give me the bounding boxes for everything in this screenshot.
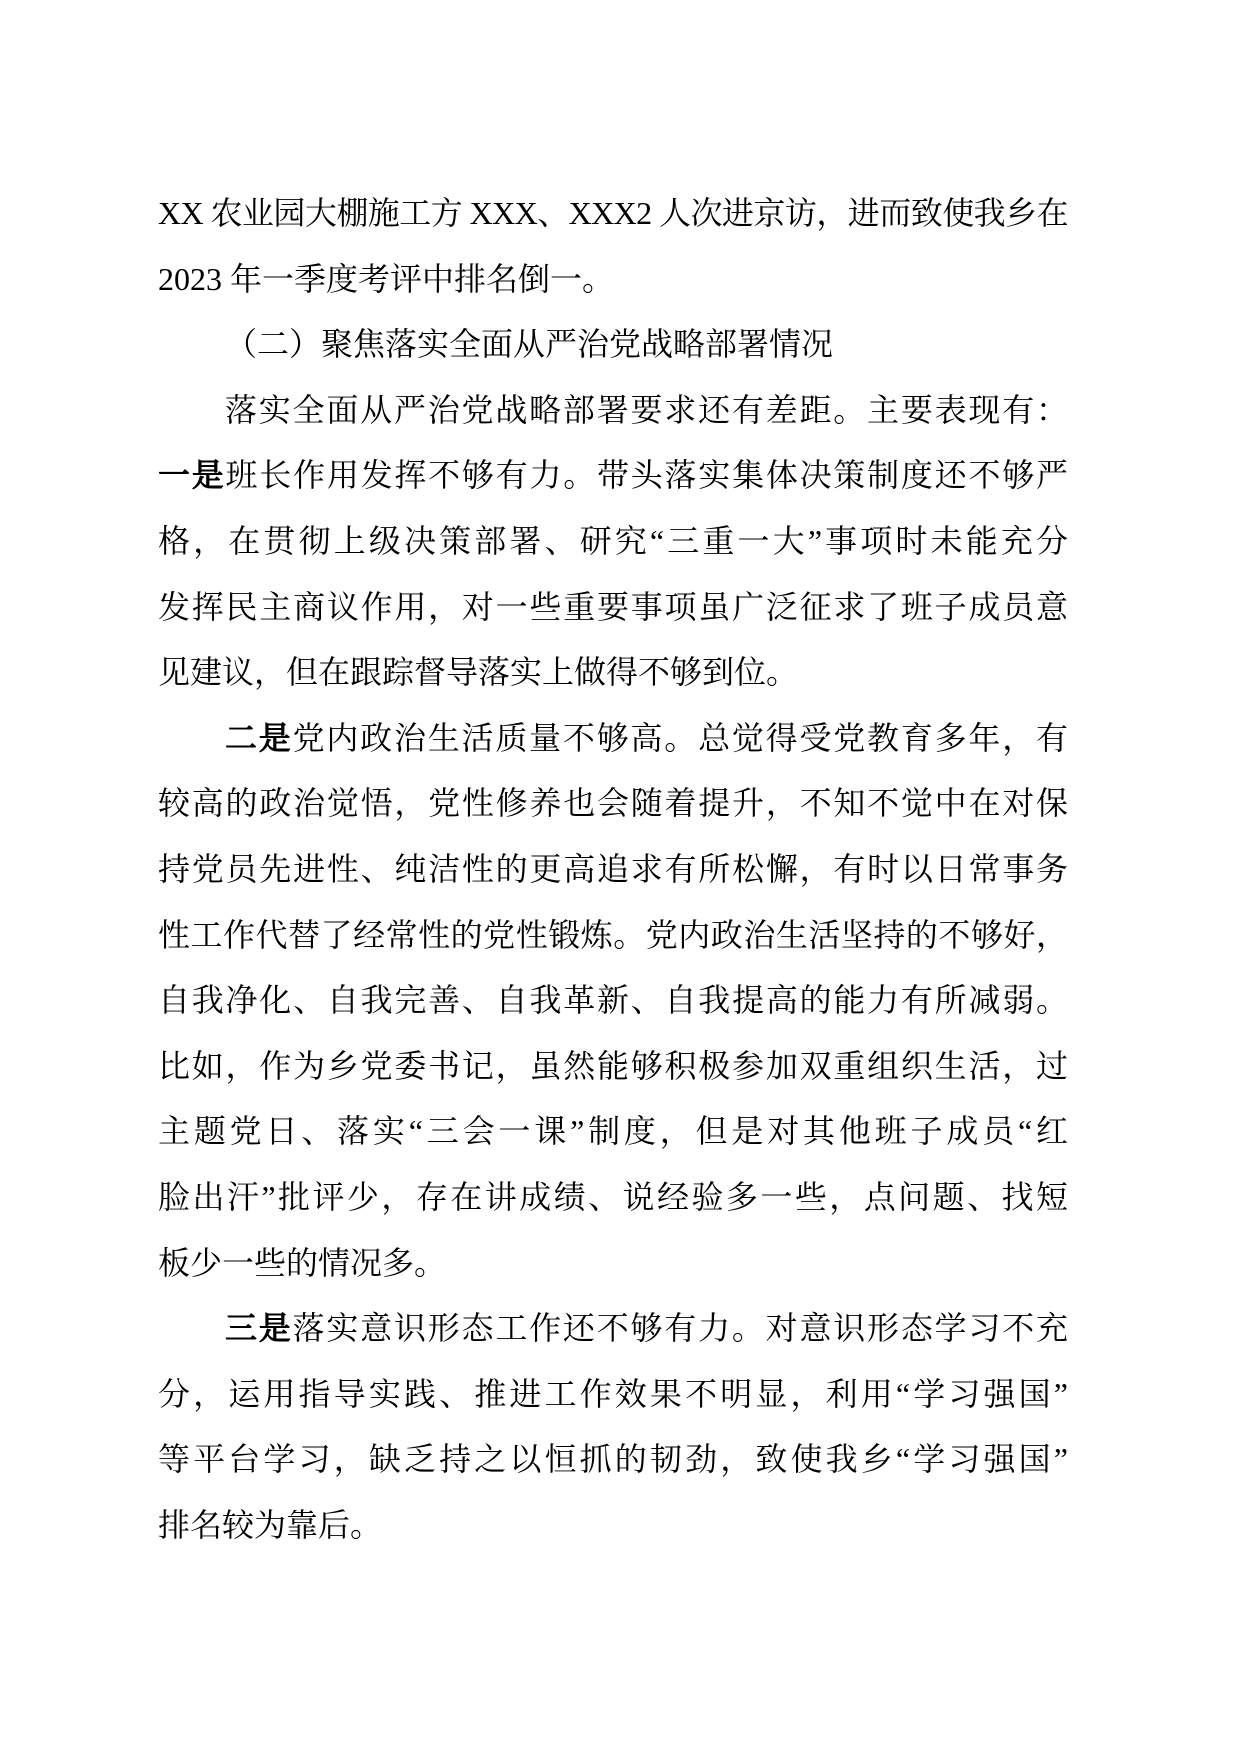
paragraph-line: 格，在贯彻上级决策部署、研究“三重一大”事项时未能充分 (158, 522, 1068, 559)
paragraph-line: 较高的政治觉悟，党性修养也会随着提升，不知不觉中在对保 (158, 785, 1068, 822)
intro-line: 落实全面从严治党战略部署要求还有差距。主要表现有： (225, 391, 1068, 428)
paragraph-line: 板少一些的情况多。 (158, 1244, 447, 1281)
paragraph-line: 脸出汗”批评少，存在讲成绩、说经验多一些，点问题、找短 (158, 1178, 1068, 1215)
point-lead-label: 三是 (225, 1310, 293, 1347)
paragraph-line: 2023 年一季度考评中排名倒一。 (158, 260, 615, 297)
paragraph-line: 等平台学习，缺乏持之以恒抓的韧劲，致使我乡“学习强国” (158, 1441, 1068, 1478)
point-lead-label: 二是 (225, 719, 293, 756)
paragraph-line: 发挥民主商议作用，对一些重要事项虽广泛征求了班子成员意 (158, 588, 1068, 625)
paragraph-line: 持党员先进性、纯洁性的更高追求有所松懈，有时以日常事务 (158, 850, 1068, 887)
paragraph-line: 分，运用指导实践、推进工作效果不明显，利用“学习强国” (158, 1375, 1068, 1412)
paragraph-line: 比如，作为乡党委书记，虽然能够积极参加双重组织生活，过 (158, 1047, 1068, 1084)
section-heading: （二）聚焦落实全面从严治党战略部署情况 (225, 326, 834, 363)
paragraph-line: 排名较为靠后。 (158, 1506, 383, 1543)
point-1-first-line (158, 443, 1068, 509)
paragraph-line: 主题党日、落实“三会一课”制度，但是对其他班子成员“红 (158, 1113, 1068, 1150)
document-body (158, 181, 1068, 1558)
continued-paragraph (158, 181, 1068, 312)
point-2-first-line (158, 706, 1068, 772)
point-lead-label: 一是 (158, 457, 226, 494)
point-3-first-line (158, 1296, 1068, 1362)
point-text: 落实意识形态工作还不够有力。对意识形态学习不充 (292, 1310, 1068, 1347)
point-text: 班长作用发挥不够有力。带头落实集体决策制度还不够严 (225, 457, 1068, 494)
paragraph-line: 性工作代替了经常性的党性锻炼。党内政治生活坚持的不够好， (158, 916, 1068, 953)
point-2-paragraph (158, 706, 1068, 1296)
point-3-paragraph (158, 1296, 1068, 1558)
paragraph-line: 自我净化、自我完善、自我革新、自我提高的能力有所减弱。 (158, 982, 1068, 1019)
shortcomings-paragraph (158, 378, 1068, 706)
paragraph-line: 见建议，但在跟踪督导落实上做得不够到位。 (158, 654, 799, 691)
paragraph-line: XX 农业园大棚施工方 XXX、XXX2 人次进京访，进而致使我乡在 (158, 195, 1068, 231)
point-text: 党内政治生活质量不够高。总觉得受党教育多年，有 (292, 719, 1068, 756)
